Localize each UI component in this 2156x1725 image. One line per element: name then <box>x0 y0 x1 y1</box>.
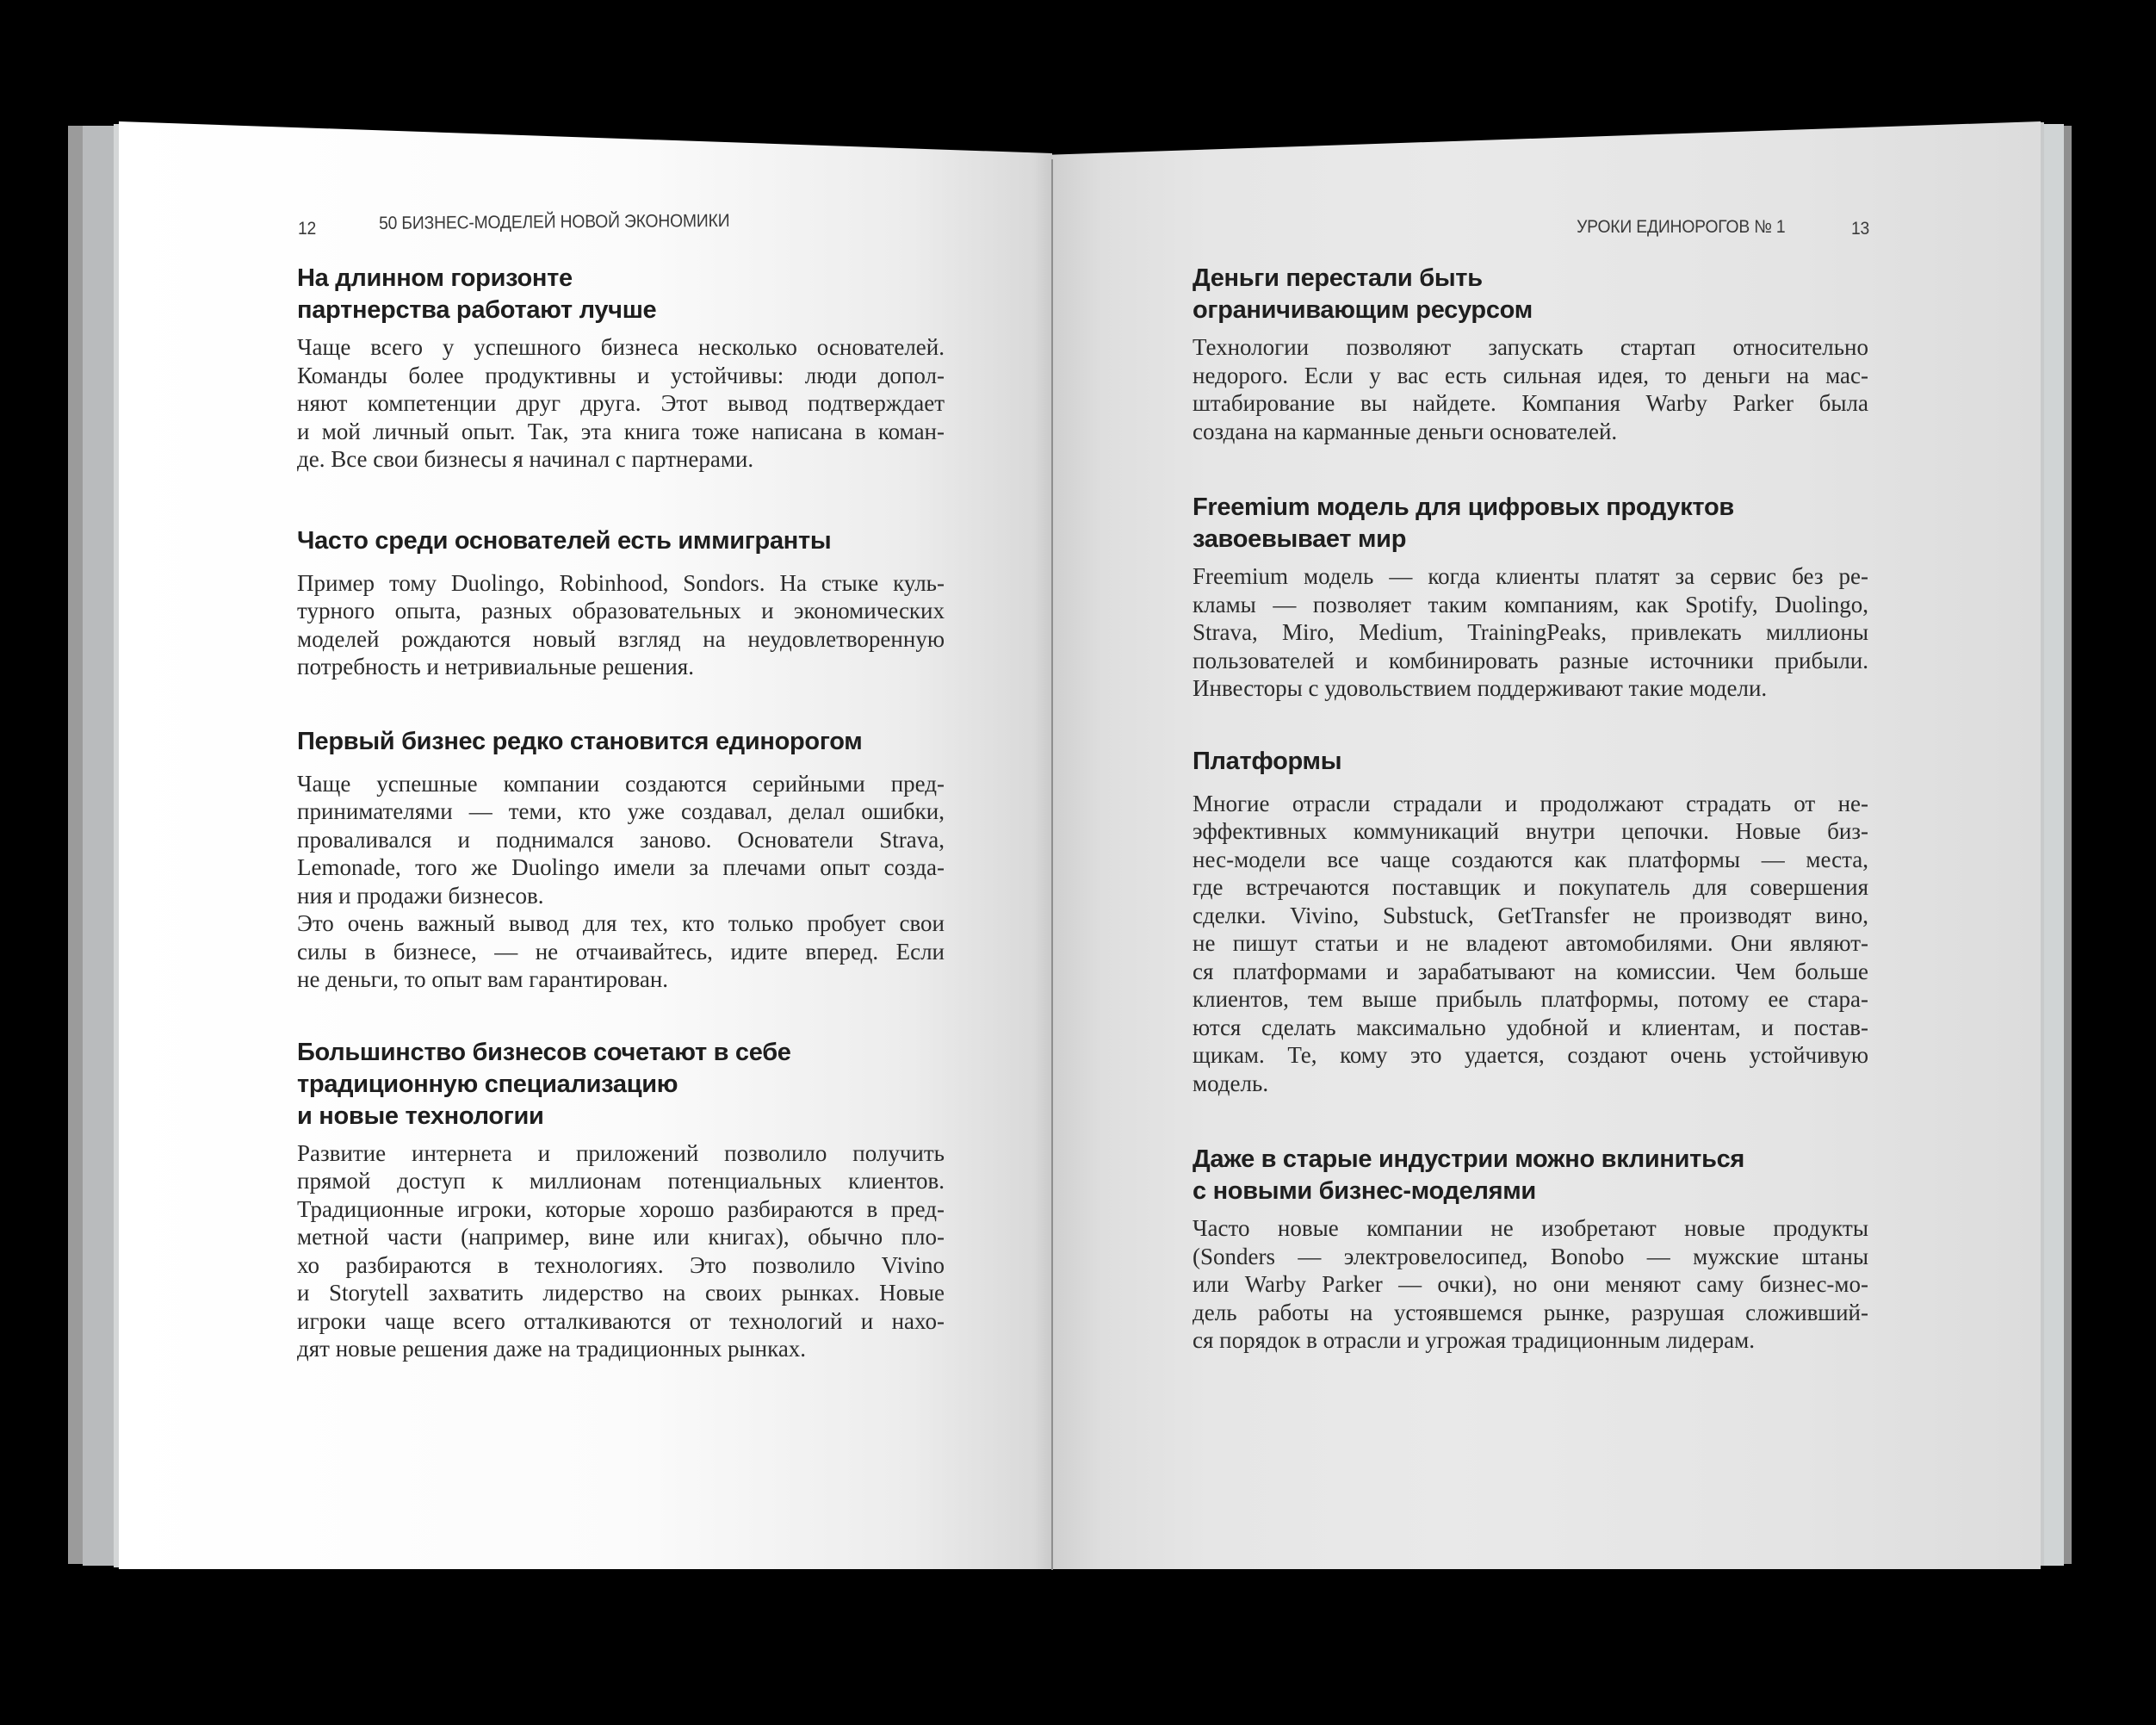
text-line: не деньги, то опыт вам гарантирован. <box>297 966 669 992</box>
section-heading <box>1193 492 1868 555</box>
text-line: игроки чаще всего отталкиваются от технологий и нахо- <box>297 1307 945 1334</box>
running-head-right: УРОКИ ЕДИНОРОГОВ № 1 <box>1577 217 1786 237</box>
section-paragraph <box>1193 1214 1868 1355</box>
section-partnerships <box>297 263 945 474</box>
text-line: модель. <box>1193 1070 1269 1096</box>
text-line: хо разбираются в технологиях. Это позволило Vivino <box>297 1251 945 1278</box>
book-gutter <box>1051 159 1053 1570</box>
right-page-content <box>1193 263 1868 1355</box>
section-paragraph <box>297 1139 945 1363</box>
heading-line: На длинном горизонте <box>297 264 573 292</box>
heading-line: Платформы <box>1193 747 1342 775</box>
section-old-industries <box>1193 1144 1868 1355</box>
section-heading <box>297 1037 945 1132</box>
heading-line: Деньги перестали быть <box>1193 264 1483 292</box>
text-line: сделки. Vivino, Substuck, GetTransfer не производят вино, <box>1193 902 1868 928</box>
text-line: няют компетенции друг друга. Этот вывод подтверждает <box>297 390 945 416</box>
section-heading <box>1193 263 1868 326</box>
text-line: Это очень важный вывод для тех, кто только пробует свои <box>297 910 945 936</box>
section-heading <box>297 726 945 758</box>
text-line: Инвесторы с удовольствием поддерживают такие модели. <box>1193 675 1768 701</box>
text-line: Freemium модель — когда клиенты платят за сервис без ре- <box>1193 563 1868 589</box>
text-line: Часто новые компании не изобретают новые продукты <box>1193 1215 1868 1241</box>
book-edge-left <box>68 126 84 1564</box>
text-line: где встречаются поставщик и покупатель для совершения <box>1193 874 1868 900</box>
text-line: Технологии позволяют запускать стартап относительно <box>1193 334 1868 360</box>
page-number-left: 12 <box>298 219 317 239</box>
text-line: моделей рождаются новый взгляд на неудовлетворенную <box>297 625 945 652</box>
text-line: клиентов, тем выше прибыль платформы, потому ее стара- <box>1193 986 1868 1012</box>
text-line: Многие отрасли страдали и продолжают страдать от не- <box>1193 790 1868 816</box>
text-line: Чаще всего у успешного бизнеса несколько основателей. <box>297 334 945 360</box>
section-heading <box>1193 1144 1868 1207</box>
text-line: создана на карманные деньги основателей. <box>1193 418 1618 444</box>
page-stack-left-top <box>114 124 119 1567</box>
text-line: (Sonders — электровелосипед, Bonobo — мужские штаны <box>1193 1243 1868 1269</box>
left-page-content <box>297 263 945 1363</box>
heading-line: Даже в старые индустрии можно вклиниться <box>1193 1145 1745 1173</box>
section-first-business <box>297 726 945 994</box>
text-line: Развитие интернета и приложений позволило получить <box>297 1139 945 1166</box>
text-line: потребность и нетривиальные решения. <box>297 654 694 679</box>
section-paragraph <box>297 333 945 474</box>
heading-line: Первый бизнес редко становится единорогом <box>297 727 863 755</box>
section-paragraph <box>1193 790 1868 1098</box>
page-number-right: 13 <box>1851 219 1870 239</box>
heading-line: и новые технологии <box>297 1101 544 1130</box>
heading-line: Часто среди основателей есть иммигранты <box>297 526 832 555</box>
text-line: проваливался и поднимался заново. Основатели Strava, <box>297 826 945 853</box>
text-line: Strava, Miro, Medium, TrainingPeaks, привлекать миллионы <box>1193 619 1868 645</box>
section-money <box>1193 263 1868 445</box>
heading-line: Большинство бизнесов сочетают в себе <box>297 1038 791 1066</box>
heading-line: традиционную специализацию <box>297 1070 678 1098</box>
section-heading <box>297 263 945 326</box>
section-heading <box>297 525 945 557</box>
text-line: Чаще успешные компании создаются серийными пред- <box>297 770 945 797</box>
text-line: не пишут статьи и не владеют автомобилями. Они являют- <box>1193 930 1868 956</box>
text-line: турного опыта, разных образовательных и экономических <box>297 598 945 624</box>
text-line: ния и продажи бизнесов. <box>297 882 544 909</box>
heading-line: ограничивающим ресурсом <box>1193 296 1533 324</box>
section-paragraph <box>1193 562 1868 703</box>
text-line: дят новые решения даже на традиционных рынках. <box>297 1336 807 1362</box>
section-heading <box>1193 746 1868 778</box>
section-paragraph <box>297 770 945 994</box>
section-platforms <box>1193 746 1868 1098</box>
text-line: Команды более продуктивны и устойчивы: люди допол- <box>297 362 945 388</box>
text-line: Lemonade, того же Duolingo имели за плечами опыт созда- <box>297 854 945 880</box>
section-freemium <box>1193 492 1868 703</box>
text-line: и мой личный опыт. Так, эта книга тоже написана в коман- <box>297 418 945 444</box>
text-line: ся платформами и зарабатывают на комиссии. Чем больше <box>1193 958 1868 984</box>
text-line: штабирование вы найдете. Компания Warby Parker была <box>1193 390 1868 416</box>
text-line: кламы — позволяет таким компаниям, как Spotify, Duolingo, <box>1193 591 1868 617</box>
text-line: силы в бизнесе, — не отчаивайтесь, идите вперед. Если <box>297 938 945 965</box>
text-line: щикам. Те, кому это удается, создают очень устойчивую <box>1193 1042 1868 1068</box>
text-line: прямой доступ к миллионам потенциальных клиентов. <box>297 1168 945 1194</box>
text-line: Пример тому Duolingo, Robinhood, Sondors. На стыке куль- <box>297 569 945 596</box>
text-line: метной части (например, вине или книгах), обычно пло- <box>297 1224 945 1250</box>
text-line: или Warby Parker — очки), но они меняют саму бизнес-мо- <box>1193 1271 1868 1297</box>
section-paragraph <box>1193 333 1868 445</box>
text-line: и Storytell захватить лидерство на своих рынках. Новые <box>297 1280 945 1306</box>
text-line: недорого. Если у вас есть сильная идея, то деньги на мас- <box>1193 362 1868 388</box>
section-traditional-and-tech <box>297 1037 945 1363</box>
page-stack-left <box>83 126 117 1566</box>
running-head-left: 50 БИЗНЕС-МОДЕЛЕЙ НОВОЙ ЭКОНОМИКИ <box>379 210 730 233</box>
heading-line: с новыми бизнес-моделями <box>1193 1177 1536 1205</box>
text-line: пользователей и комбинировать разные источники прибыли. <box>1193 647 1868 673</box>
page-stack-right <box>2043 124 2064 1566</box>
text-line: принимателями — теми, кто уже создавал, делал ошибки, <box>297 798 945 824</box>
text-line: ются сделать максимально удобной и клиентам, и постав- <box>1193 1014 1868 1040</box>
text-line: дель работы на устоявшемся рынке, разрушая сложивший- <box>1193 1299 1868 1325</box>
text-line: ся порядок в отрасли и угрожая традиционным лидерам. <box>1193 1327 1755 1353</box>
heading-line: Freemium модель для цифровых продуктов <box>1193 493 1734 521</box>
text-line: Традиционные игроки, которые хорошо разбираются в пред- <box>297 1195 945 1222</box>
text-line: эффективных коммуникаций внутри цепочки. Новые биз- <box>1193 818 1868 844</box>
section-immigrants <box>297 525 945 681</box>
section-paragraph <box>297 569 945 681</box>
text-line: нес-модели все чаще создаются как платформы — места, <box>1193 846 1868 872</box>
heading-line: завоевывает мир <box>1193 525 1407 553</box>
heading-line: партнерства работают лучше <box>297 296 657 324</box>
text-line: де. Все свои бизнесы я начинал с партнерами. <box>297 446 754 472</box>
